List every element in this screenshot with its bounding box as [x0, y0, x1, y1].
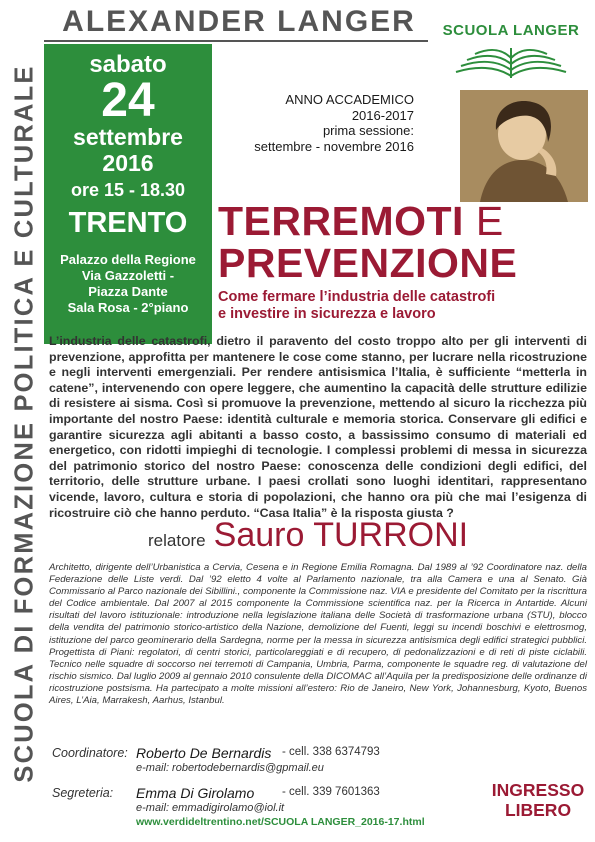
speaker-bio: Architetto, dirigente dell’Urbanistica a Cervia, Cesena e in Regione Emilia Romagna. Dal 1989 al ’92 Coordinatore naz. della Federazione delle Liste verdi. Dal ’92 eletto 4 volte al Parlamento nazionale, tra alla Camera e una al Senato. Già Commissario al Parco nazionale dei Sibillini., componente la Commissione naz. VIA e presidente del Comitato per la riscrittura del Codice ambientale. Dal 2007 al 2015 componente la Commissione scientifica naz. per la Ricerca in Antartide. Alcuni risultati del lavoro istituzionale: introduzione nella legislazione italiana delle Società di trasformazione urbana (STU), blocco della vendita del patrimonio storico-artistico della Nazione, demolizione del Fuenti, leggi su incendi boschivi e elettrosmog, istituzione del parco geominerario della Sardegna, norme per la messa in sicurezza antisismica degli edifici strategici pubblici. Progettista di Piani: regolatori, di centri storici, particolareggiati e di recupero, di pedonalizzazioni e di reti di piste ciclabili. Tecnico nelle squadre di soccorso nei terremoti di Campania, Umbria, Parma, componente le squadre reg. di valutazione del rischio sismico. Dal luglio 2009 al gennaio 2010 consulente della DICOMAC all’Aquila per la predisposizione delle ordinanze di ricostruzione postsisma. Ha partecipato a molte missioni all’estero: Rio de Janeiro, New York, Johannesburg, Kyoto, Buenos Aires, L’Aia, Marrakesh, Aarhus, Istanbul. [49, 562, 587, 707]
speaker-portrait-photo-icon [460, 90, 588, 202]
entry-line-2: LIBERO [504, 800, 572, 820]
coordinator-email-row [52, 761, 432, 777]
event-city: TRENTO [68, 207, 188, 239]
header-title: ALEXANDER LANGER [62, 5, 416, 38]
coordinator-row [52, 745, 432, 761]
title-line-1 [218, 200, 590, 242]
speaker-heading [148, 516, 588, 555]
side-banner-text: SCUOLA DI FORMAZIONE POLITICA E CULTURALE [10, 63, 39, 783]
title-word-e: E [463, 198, 504, 244]
academic-years: 2016-2017 [351, 107, 414, 123]
venue-line: Piazza Dante [88, 284, 168, 299]
academic-session: prima sessione: [322, 123, 414, 138]
secretary-row [52, 785, 432, 801]
event-subtitle [218, 289, 590, 323]
academic-year-info [218, 92, 414, 154]
side-banner [8, 10, 42, 836]
venue-line: Palazzo della Regione [60, 252, 196, 267]
secretary-role: Segreteria: [52, 786, 114, 800]
academic-period: settembre - novembre 2016 [254, 138, 414, 154]
coordinator-phone: - cell. 338 6374793 [282, 746, 380, 758]
secretary-email-row [52, 801, 432, 817]
contacts-section [52, 745, 432, 817]
speaker-role: relatore [148, 531, 206, 550]
event-venue [60, 252, 196, 316]
free-entry-badge [488, 780, 588, 820]
event-description: L’industria delle catastrofi, dietro il paravento del costo troppo alto per gli interventi di prevenzione, approfitta per mantenere le cose come stanno, per lucrare nella ricostruzione e negli interventi emergenziali. Per rendere antisismica l’Italia, è sufficiente “metterla in catene”, intervenendo con opere leggere, che aumentino la capacità delle strutture edilizie di resistere ai sisma. Così si promuove la prevenzione, mettendo al sicuro la ricchezza più importante del nostro Paese: identità culturale e memoria storica. Conservare gli edifici e garantire sicurezza agli abitanti a basso costo, a bassissimo consumo di materiali ed energetico, con ridotti impieghi di tecnologie. I complessi problemi di messa in sicurezza del patrimonio storico del nostro Paese: conoscenza delle condizioni degli edifici, del territorio, delle strutture urbane. I paesi crollati sono luoghi identitari, rappresentano vicende, lavoro, cultura e storia di popolazioni, che hanno ora più che mai l’esigenza di ricostruire ciò che hanno perduto. “Casa Italia” è la risposta giusta ? [49, 334, 587, 520]
event-title [218, 200, 590, 284]
event-day: sabato [89, 51, 167, 78]
venue-line: Via Gazzoletti - [81, 268, 175, 283]
event-info-box [44, 44, 212, 344]
venue-line: Sala Rosa - 2°piano [67, 300, 189, 315]
scuola-langer-logo [436, 20, 586, 82]
header-divider [44, 40, 428, 42]
event-month: settembre [73, 124, 183, 150]
event-time: ore 15 - 18.30 [70, 180, 186, 200]
subtitle-line-1: Come fermare l’industria delle catastrofi [218, 289, 496, 305]
secretary-phone: - cell. 339 7601363 [282, 786, 380, 798]
secretary-name: Emma Di Girolamo [136, 785, 255, 801]
open-book-logo-icon [451, 42, 571, 80]
logo-text: SCUOLA LANGER [442, 22, 580, 39]
portrait-shapes [460, 90, 588, 202]
speaker-name: Sauro TURRONI [213, 516, 469, 554]
coordinator-email[interactable]: e-mail: robertodebernardis@gpmail.eu [136, 762, 324, 774]
event-year: 2016 [102, 150, 154, 176]
title-word-terremoti: TERREMOTI [218, 198, 464, 244]
coordinator-role: Coordinatore: [52, 746, 128, 760]
academic-label: ANNO ACCADEMICO [285, 92, 414, 107]
title-line-2: PREVENZIONE [218, 240, 518, 286]
subtitle-line-2: e investire in sicurezza e lavoro [218, 306, 436, 322]
coordinator-name: Roberto De Bernardis [136, 745, 272, 761]
secretary-email[interactable]: e-mail: emmadigirolamo@iol.it [136, 802, 285, 814]
website-link[interactable]: www.verdideltrentino.net/SCUOLA LANGER_2016-17.html [136, 816, 425, 828]
event-date: 24 [101, 74, 155, 127]
entry-line-1: INGRESSO [491, 780, 585, 800]
